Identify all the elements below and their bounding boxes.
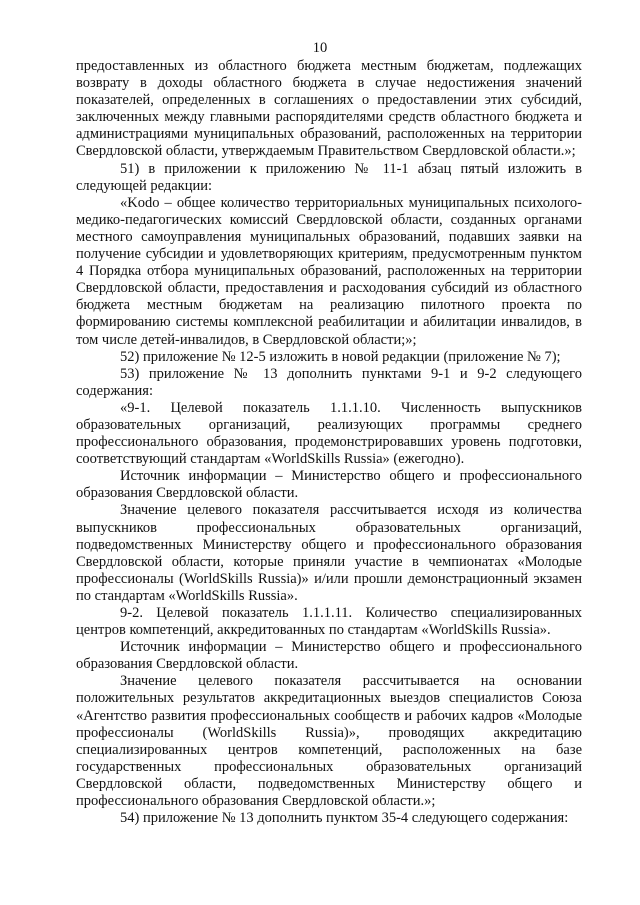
- paragraph-kodo-definition: «Kodo – общее количество территориальных муниципальных психолого-медико-педагогических комиссий Свердловской области, созданных органами местного самоуправления муниципальных образований, подавших заявки на получение субсидии и удовлетворяющих критериям, предусмотренным пунктом 4 Порядка отбора муниципальных образований, расположенных на территории Свердловской области, предоставления и расходования субсидий из областного бюджета местным бюджетам на реализацию пилотного проекта по формированию системы комплексной реабилитации и абилитации инвалидов, в том числе детей-инвалидов, в Свердловской области;»;: [76, 194, 582, 348]
- page-number: 10: [312, 40, 328, 56]
- paragraph-calc-9-2: Значение целевого показателя рассчитывается на основании положительных результатов аккредитационных выездов специалистов Союза «Агентство развития профессиональных сообществ и рабочих кадров «Молодые профессионалы (WorldSkills Russia)», проводящих аккредитацию специализированных центров компетенций, расположенных на базе государственных профессиональных образовательных организаций Свердловской области, подведомственных Министерству общего и профессионального образования Свердловской области.»;: [76, 673, 582, 810]
- paragraph-item-53: 53) приложение № 13 дополнить пунктами 9-1 и 9-2 следующего содержания:: [76, 365, 582, 399]
- paragraph-item-51: 51) в приложении к приложению № 11-1 абзац пятый изложить в следующей редакции:: [76, 160, 582, 194]
- paragraph-continuation: предоставленных из областного бюджета местным бюджетам, подлежащих возврату в доходы областного бюджета в случае недостижения значений показателей, определенных в соглашениях о предоставлении этих субсидий, заключенных между главными распорядителями средств областного бюджета и администрациями муниципальных образований, расположенных на территории Свердловской области, утверждаемым Правительством Свердловской области.»;: [76, 58, 582, 160]
- paragraph-item-54: 54) приложение № 13 дополнить пунктом 35-4 следующего содержания:: [120, 810, 569, 827]
- document-body: [76, 58, 582, 827]
- paragraph-calc-9-1: Значение целевого показателя рассчитывается исходя из количества выпускников профессиональных образовательных организаций, подведомственных Министерству общего и профессионального образования Свердловской области, которые приняли участие в чемпионатах «Молодые профессионалы (WorldSkills Russia)» и/или прошли демонстрационный экзамен по стандартам «WorldSkills Russia».: [76, 502, 582, 604]
- paragraph-point-9-2: 9-2. Целевой показатель 1.1.1.11. Количество специализированных центров компетенций, аккредитованных по стандартам «WorldSkills Russia».: [76, 605, 582, 639]
- paragraph-source-9-2: Источник информации – Министерство общего и профессионального образования Свердловской области.: [76, 639, 582, 673]
- paragraph-point-9-1: «9-1. Целевой показатель 1.1.1.10. Численность выпускников образовательных организаций, реализующих программы среднего профессионального образования, продемонстрировавших уровень подготовки, соответствующий стандартам «WorldSkills Russia» (ежегодно).: [76, 399, 582, 468]
- paragraph-item-52: 52) приложение № 12-5 изложить в новой редакции (приложение № 7);: [120, 348, 561, 365]
- paragraph-source-9-1: Источник информации – Министерство общего и профессионального образования Свердловской области.: [76, 468, 582, 502]
